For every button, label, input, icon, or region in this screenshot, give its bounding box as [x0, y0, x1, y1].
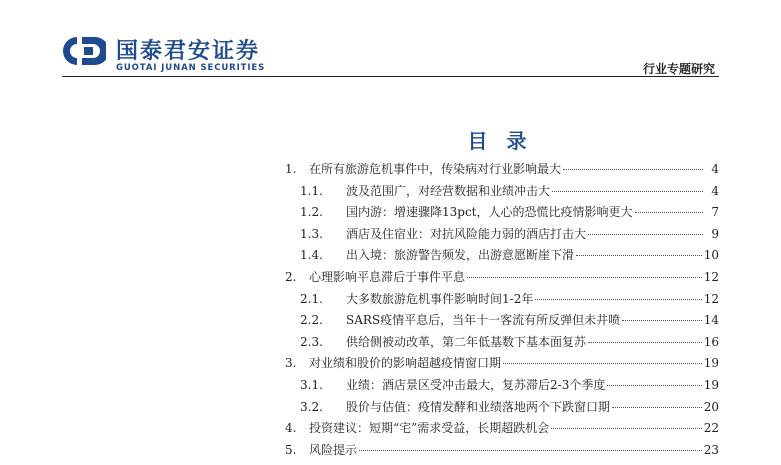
toc-entry-title: SARS疫情平息后，当年十一客流有所反弹但未井喷 — [346, 313, 621, 328]
toc-entry-number: 3.1. — [300, 377, 323, 392]
toc-entry-number: 2.2. — [300, 313, 323, 328]
toc-entry-title: 心理影响平息滞后于事件平息 — [309, 269, 466, 284]
toc-leader-dots — [503, 363, 702, 364]
toc-entry-page: 12 — [703, 291, 719, 306]
toc-entry-number: 3.2. — [300, 399, 323, 414]
toc-entry[interactable] — [285, 398, 719, 420]
header-divider — [62, 76, 719, 77]
toc-entry-page: 7 — [711, 205, 719, 220]
toc-entry[interactable] — [285, 268, 719, 290]
toc-entry-title: 风险提示 — [309, 442, 358, 457]
toc-entry[interactable] — [285, 333, 719, 355]
toc-entry[interactable] — [285, 376, 719, 398]
toc-entry-page: 20 — [703, 399, 719, 414]
toc-entry-page: 19 — [703, 356, 719, 371]
toc-entry-title: 波及范围广，对经营数据和业绩冲击大 — [346, 183, 551, 198]
toc-entry-title: 供给侧被动改革，第二年低基数下基本面复苏 — [346, 334, 587, 349]
toc-entry[interactable] — [285, 225, 719, 247]
toc-leader-dots — [551, 428, 701, 429]
guotai-junan-logo-icon — [62, 36, 106, 66]
toc-entry-number: 4. — [285, 421, 297, 436]
toc-entry-title: 大多数旅游危机事件影响时间1-2年 — [346, 291, 534, 306]
toc-entry[interactable] — [285, 246, 719, 268]
toc-entry-title: 酒店及住宿业：对抗风险能力弱的酒店打击大 — [346, 226, 587, 241]
toc-entry-number: 1.4. — [300, 248, 323, 263]
report-type-label: 行业专题研究 — [642, 62, 715, 76]
toc-entry-title: 对业绩和股价的影响超越疫情窗口期 — [309, 356, 502, 371]
toc-entry-title: 投资建议：短期“宅”需求受益，长期超跌机会 — [309, 421, 550, 436]
toc-entry[interactable] — [285, 203, 719, 225]
toc-entry[interactable] — [285, 419, 719, 441]
toc-leader-dots — [552, 191, 703, 192]
toc-leader-dots — [359, 450, 702, 451]
toc-entry-number: 2. — [285, 269, 297, 284]
toc-entry-page: 23 — [703, 442, 719, 457]
toc-entry[interactable] — [285, 290, 719, 312]
page-header — [0, 0, 781, 80]
toc-entry-page: 22 — [703, 421, 719, 436]
toc-leader-dots — [588, 234, 703, 235]
toc-entry-number: 1.3. — [300, 226, 323, 241]
toc-leader-dots — [612, 407, 702, 408]
company-name-cn: 国泰君安证券 — [116, 39, 261, 64]
toc-leader-dots — [588, 342, 702, 343]
toc-leader-dots — [635, 212, 704, 213]
toc-entry[interactable] — [285, 182, 719, 204]
toc-entry-title: 在所有旅游危机事件中，传染病对行业影响最大 — [309, 162, 562, 176]
toc-leader-dots — [576, 255, 702, 256]
toc-entry-page: 12 — [703, 269, 719, 284]
toc-entry-number: 2.3. — [300, 334, 323, 349]
toc-entry[interactable] — [285, 441, 719, 463]
toc-entry-page: 9 — [711, 226, 719, 241]
toc-entry-page: 16 — [703, 334, 719, 349]
toc-entry-number: 5. — [285, 442, 297, 457]
toc-entry[interactable] — [285, 354, 719, 376]
toc-entry-title: 业绩：酒店景区受冲击最大，复苏滞后2-3个季度 — [346, 377, 606, 392]
toc-entry-title: 股价与估值：疫情发酵和业绩落地两个下跌窗口期 — [346, 399, 611, 414]
toc-entry[interactable] — [285, 160, 719, 182]
table-of-contents — [285, 160, 719, 462]
toc-leader-dots — [535, 299, 701, 300]
toc-entry-page: 4 — [711, 183, 719, 198]
toc-entry-number: 1.2. — [300, 205, 323, 220]
toc-leader-dots — [622, 320, 702, 321]
toc-title: 目 录 — [467, 129, 533, 153]
toc-entry-number: 3. — [285, 356, 297, 371]
toc-leader-dots — [607, 385, 701, 386]
toc-entry[interactable] — [285, 311, 719, 333]
toc-leader-dots — [563, 169, 703, 170]
toc-entry-number: 2.1. — [300, 291, 323, 306]
toc-entry-number: 1. — [285, 162, 297, 176]
toc-entry-page: 14 — [703, 313, 719, 328]
toc-entry-page: 10 — [703, 248, 719, 263]
toc-entry-page: 19 — [703, 377, 719, 392]
company-name-en: GUOTAI JUNAN SECURITIES — [116, 63, 266, 73]
toc-entry-number: 1.1. — [300, 183, 323, 198]
toc-entry-title: 国内游：增速骤降13pct，人心的恐慌比疫情影响更大 — [346, 205, 633, 220]
toc-leader-dots — [467, 277, 702, 278]
toc-entry-page: 4 — [711, 162, 719, 176]
toc-entry-title: 出入境：旅游警告频发，出游意愿断崖下滑 — [346, 248, 575, 263]
